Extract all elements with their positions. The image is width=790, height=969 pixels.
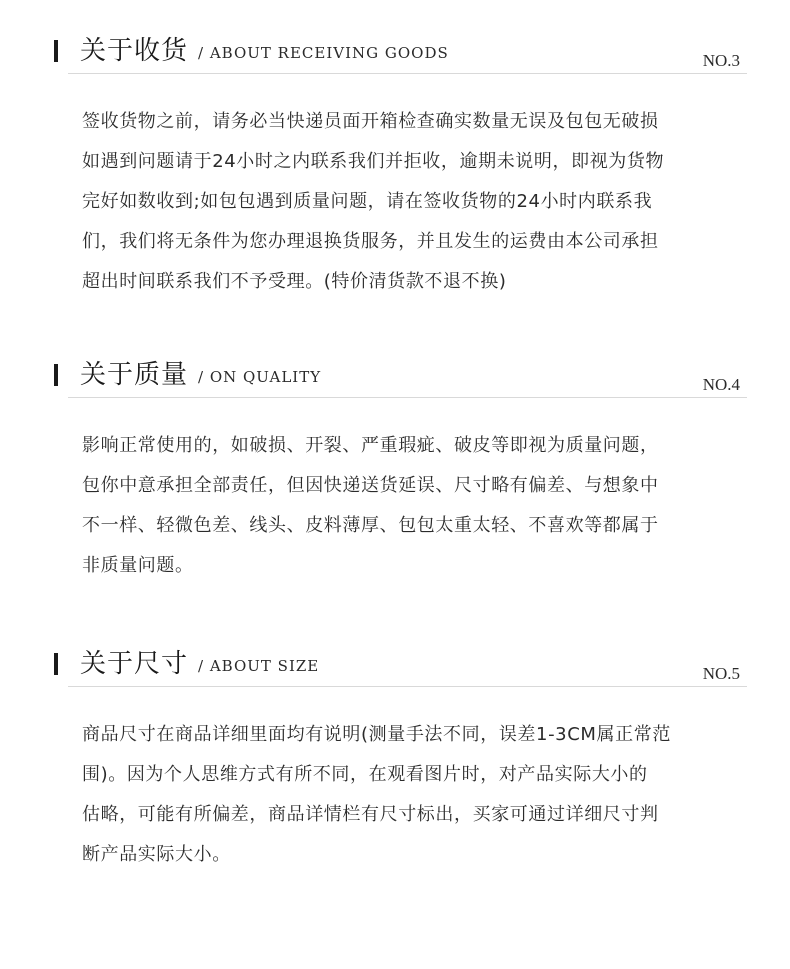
body-line: 如遇到问题请于24小时之内联系我们并拒收，逾期未说明，即视为货物 (82, 151, 665, 172)
body-line: 非质量问题。 (82, 555, 194, 576)
section-title: 关于质量 (80, 360, 189, 390)
body-line: 们，我们将无条件为您办理退换货服务，并且发生的运费由本公司承担 (82, 231, 659, 252)
body-line: 影响正常使用的，如破损、开裂、严重瑕疵、破皮等即视为质量问题， (82, 435, 659, 456)
section-title: 关于尺寸 (80, 649, 189, 679)
section-subtitle: / ABOUT RECEIVING GOODS (198, 44, 449, 62)
section-number: NO.3 (702, 51, 740, 70)
section-number: NO.5 (702, 664, 740, 683)
body-line: 断产品实际大小。 (82, 844, 231, 865)
section-header (54, 649, 748, 689)
section-body (82, 102, 742, 302)
title-bar-accent (54, 40, 58, 62)
body-line: 估略，可能有所偏差，商品详情栏有尺寸标出，买家可通过详细尺寸判 (82, 804, 659, 825)
section-divider (68, 686, 747, 687)
section-body (82, 426, 742, 586)
section-header (54, 36, 748, 76)
section-divider (68, 397, 747, 398)
title-bar-accent (54, 653, 58, 675)
body-line: 超出时间联系我们不予受理。(特价清货款不退不换) (82, 271, 507, 292)
section-header (54, 360, 748, 400)
body-line: 商品尺寸在商品详细里面均有说明(测量手法不同，误差1-3CM属正常范 (82, 724, 671, 745)
body-line: 签收货物之前，请务必当快递员面开箱检查确实数量无误及包包无破损 (82, 111, 659, 132)
body-line: 围)。因为个人思维方式有所不同，在观看图片时，对产品实际大小的 (82, 764, 648, 785)
section-body (82, 715, 742, 875)
section-subtitle: / ABOUT SIZE (198, 657, 320, 675)
section-divider (68, 73, 747, 74)
body-line: 完好如数收到;如包包遇到质量问题，请在签收货物的24小时内联系我 (82, 191, 653, 212)
title-bar-accent (54, 364, 58, 386)
section-subtitle: / ON QUALITY (198, 368, 322, 386)
section-title: 关于收货 (80, 36, 189, 66)
section-number: NO.4 (702, 375, 740, 394)
body-line: 不一样、轻微色差、线头、皮料薄厚、包包太重太轻、不喜欢等都属于 (82, 515, 659, 536)
body-line: 包你中意承担全部责任，但因快递送货延误、尺寸略有偏差、与想象中 (82, 475, 659, 496)
